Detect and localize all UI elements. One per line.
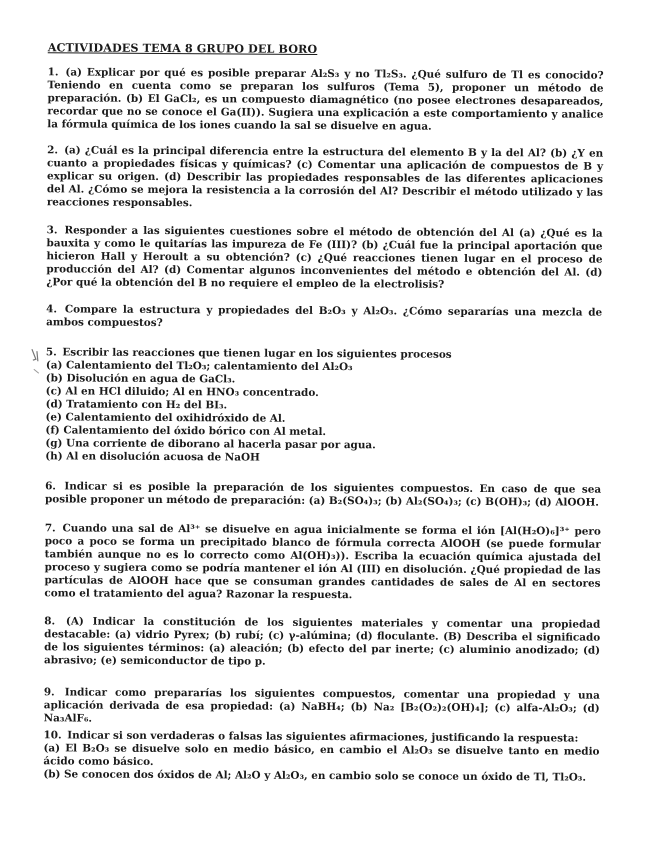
question-text: Responder a las siguientes cuestiones sobre el método de obtención del Al (a) ¿Qué es la bauxita y como le quitarías las impureza de Fe (III)? (b) ¿Cuál fue la principal aportación que hicieron Hall y Heroult a su obtención? (c) ¿Qué reacciones tienen lugar en el proceso de producción del Al? (d) Comentar algunos inconvenientes del método e obtención del Al. (d) ¿Por qué la obtención del B no requiere el empleo de la electrolisis? bbox=[46, 224, 603, 291]
list-item: (c) Al en HCl diluido; Al en HNO₃ concentrado. bbox=[45, 385, 319, 399]
question-1 bbox=[47, 66, 603, 134]
question-number: 6. bbox=[45, 480, 56, 493]
list-item: (b) Se conocen dos óxidos de Al; Al₂O y Al₂O₃, en cambio solo se conoce un óxido de Tl, Tl₂O₃. bbox=[43, 768, 587, 784]
question-number: 7. bbox=[44, 522, 56, 535]
question-5 bbox=[45, 346, 602, 466]
question-9 bbox=[44, 686, 600, 728]
question-number: 1. bbox=[47, 66, 59, 79]
question-text: Indicar como prepararías los siguientes compuestos, comentar una propiedad y una aplicación derivada de esa propiedad: (a) NaBH₄; (b) Na₂ [B₂(O₂)₂(OH)₄]; (c) alfa-Al₂O₃; (d) Na₃AlF₆. bbox=[43, 686, 600, 725]
page-title: ACTIVIDADES TEMA 8 GRUPO DEL BORO bbox=[47, 40, 318, 56]
question-8 bbox=[44, 615, 600, 670]
list-item: (d) Tratamiento con H₂ del BI₃. bbox=[45, 398, 228, 412]
list-item: (g) Una corriente de diborano al hacerla pasar por agua. bbox=[45, 437, 376, 452]
question-text: Compare la estructura y propiedades del B₂O₃ y Al₂O₃. ¿Cómo separarías una mezcla de ambos compuestos? bbox=[46, 303, 603, 330]
question-4 bbox=[46, 303, 602, 332]
question-text: (a) Explicar por qué es posible preparar Al₂S₃ y no Tl₂S₃. ¿Qué sulfuro de Tl es conocido? Teniendo en cuenta como se preparan los sulfuros (Tema 5), proponer un método de preparación. (b) El GaCl₂, es un compuesto diamagnético (no posee electrones desapareados, recordar que no se conoce el Ga(II)). Sugiera una explicación a este comportamiento y analice la fórmula química de los iones cuando la sal se disuelve en agua. bbox=[47, 66, 604, 133]
question-number: 3. bbox=[46, 224, 58, 237]
question-text: (A) Indicar la constitución de los siguientes materiales y comentar una propiedad destacable: (a) vidrio Pyrex; (b) rubí; (c) γ-alúmina; (d) floculante. (B) Describa el significado de los siguientes términos: (a) aleación; (b) efecto del par inerte; (c) aluminio anodizado; (d) abrasivo; (e) semiconductor de tipo p. bbox=[43, 615, 601, 668]
question-number: 10. bbox=[43, 729, 62, 742]
question-number: 2. bbox=[47, 144, 59, 157]
question-number: 5. bbox=[45, 346, 57, 359]
list-item: (b) Disolución en agua de GaCl₃. bbox=[45, 372, 236, 386]
question-text: Cuando una sal de Al³⁺ se disuelve en agua inicialmente se forma el ión [Al(H₂O)₆]³⁺ pero poco a poco se forma un precipitado blanco de fórmula correcta AlOOH (se puede formular también aunque no es lo correcto como Al(OH)₃)). Escriba la ecuación química ajustada del proceso y sugiera como se podría mantener el ión Al (III) en disolución. ¿Qué propiedad de las partículas de AlOOH hace que se consuman grandes cantidades de sales de Al en sectores como el tratamiento del agua? Razonar la respuesta. bbox=[44, 522, 601, 602]
question-7 bbox=[44, 522, 600, 603]
question-number: 8. bbox=[44, 615, 56, 628]
question-number: 4. bbox=[46, 303, 58, 316]
list-item: (h) Al en disolución acuosa de NaOH bbox=[45, 450, 260, 464]
list-item: (f) Calentamiento del óxido bórico con Al metal. bbox=[45, 424, 327, 439]
question-3 bbox=[46, 224, 602, 292]
question-lead: Escribir las reacciones que tienen lugar en los siguientes procesos bbox=[62, 346, 452, 361]
question-text: Indicar si es posible la preparación de los siguientes compuestos. En caso de que sea posible proponer un método de preparación: (a) B₂(SO₄)₃; (b) Al₂(SO₄)₃; (c) B(OH)₃; (d) AlOOH. bbox=[44, 480, 602, 509]
handwritten-margin-mark bbox=[30, 347, 44, 377]
question-10 bbox=[43, 729, 599, 784]
list-item: (a) Calentamiento del Tl₂O₃; calentamiento del Al₂O₃ bbox=[45, 359, 353, 374]
question-6 bbox=[45, 480, 601, 509]
question-number: 9. bbox=[43, 686, 55, 699]
question-lead: Indicar si son verdaderas o falsas las siguientes afirmaciones, justificando la respuesta: bbox=[67, 729, 579, 745]
question-2 bbox=[47, 144, 603, 212]
list-item: (e) Calentamiento del oxihidróxido de Al. bbox=[45, 411, 286, 425]
question-text: (a) ¿Cuál es la principal diferencia entre la estructura del elemento B y la del Al? (b) ¿Y en cuanto a propiedades físicas y químicas? (c) Comentar una aplicación de compuestos de B y explicar su origen. (d) Describir las propiedades responsables de las diferentes aplicaciones del Al. ¿Cómo se mejora la resistencia a la corrosión del Al? Describir el método utilizado y las reacciones responsables. bbox=[46, 144, 604, 210]
list-item: (a) El B₂O₃ se disuelve solo en medio básico, en cambio el Al₂O₃ se disuelve tanto en medio ácido como básico. bbox=[43, 742, 600, 768]
